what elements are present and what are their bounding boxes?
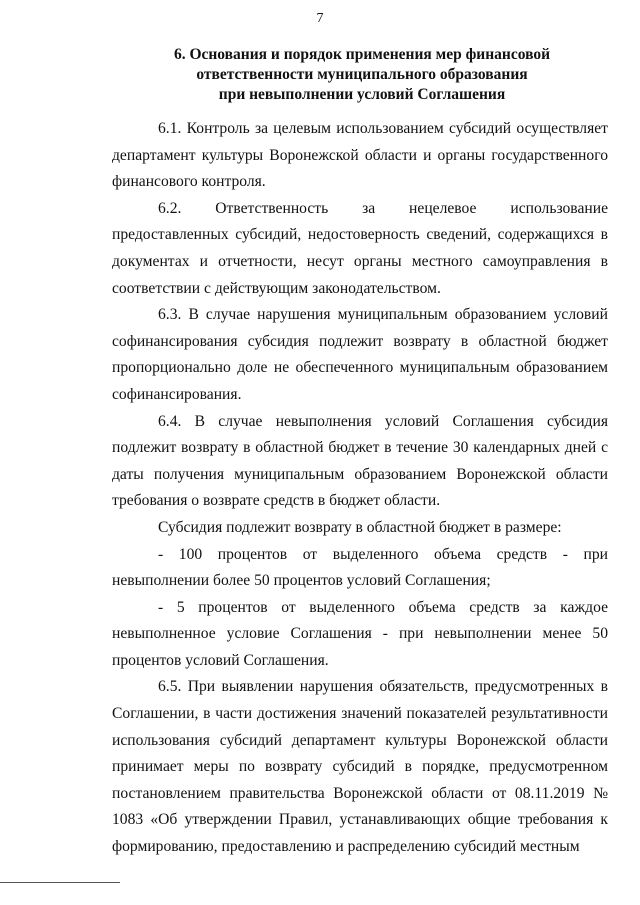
paragraph-refund-5-percent: - 5 процентов от выделенного объема средств за каждое невыполненное условие Соглашения - при невыполнении менее 50 процентов условий Соглашения. <box>112 598 608 669</box>
section-heading-line-2: ответственности муниципального образования <box>196 66 528 83</box>
paragraph-6-3: 6.3. В случае нарушения муниципальным образованием условий софинансирования субсидия подлежит возврату в областной бюджет пропорционально доле не обеспеченного муниципальным образованием софинансирования. <box>112 306 608 403</box>
section-heading <box>112 45 612 105</box>
section-heading-line-1: 6. Основания и порядок применения мер финансовой <box>173 46 551 63</box>
paragraph-6-1: 6.1. Контроль за целевым использованием субсидий осуществляет департамент культуры Воронежской области и органы государственного финансового контроля. <box>112 120 608 191</box>
paragraph-6-5: 6.5. При выявлении нарушения обязательств, предусмотренных в Соглашении, в части достижения значений показателей результативности использования субсидий департамент культуры Воронежской области принимает меры по возврату субсидий в порядке, предусмотренном постановлением правительства Воронежской области от 08.11.2019 № 1083 «Об утверждении Правил, устанавливающих общие требования к формированию, предоставлению и распределению субсидий местным <box>112 678 608 856</box>
paragraph-6-2: 6.2. Ответственность за нецелевое использование предоставленных субсидий, недостоверность сведений, содержащихся в документах и отчетности, несут органы местного самоуправления в соответствии с действующим законодательством. <box>112 199 608 297</box>
body-text <box>112 116 608 861</box>
section-heading-line-3: при невыполнении условий Соглашения <box>218 86 506 103</box>
paragraph-6-4: 6.4. В случае невыполнения условий Соглашения субсидия подлежит возврату в областной бюджет в течение 30 календарных дней с даты получения муниципальным образованием Воронежской области требования о возврате средств в бюджет области. <box>112 412 608 510</box>
paragraph-refund-100-percent: - 100 процентов от выделенного объема средств - при невыполнении более 50 процентов условий Соглашения; <box>112 545 608 590</box>
paragraph-refund-amount: Субсидия подлежит возврату в областной бюджет в размере: <box>158 518 562 536</box>
footer-rule <box>0 882 120 883</box>
page-number: 7 <box>316 11 324 26</box>
